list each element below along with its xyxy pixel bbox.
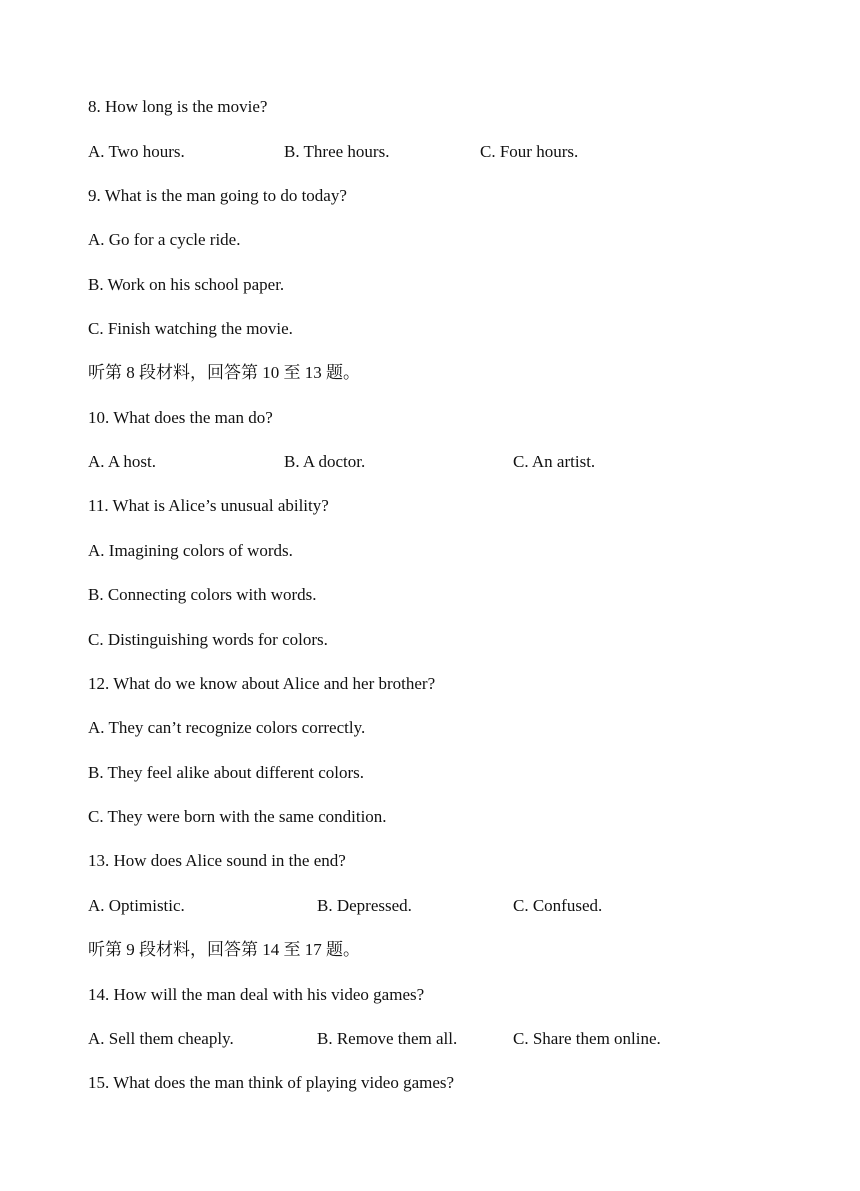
q11-option-b: B. Connecting colors with words. [88,585,317,604]
q12-option-c: C. They were born with the same condition. [88,807,387,826]
question-12: 12. What do we know about Alice and her brother? [88,674,436,693]
question-8: 8. How long is the movie? [88,97,268,116]
q9-option-c: C. Finish watching the movie. [88,319,293,338]
q12-option-a: A. They can’t recognize colors correctly. [88,718,366,737]
q11-option-c: C. Distinguishing words for colors. [88,630,328,649]
q12-option-b: B. They feel alike about different colors. [88,763,365,782]
q13-option-b: B. Depressed. [317,896,412,915]
q9-option-b: B. Work on his school paper. [88,275,285,294]
question-10: 10. What does the man do? [88,408,273,427]
question-15: 15. What does the man think of playing video games? [88,1073,455,1092]
q11-option-a: A. Imagining colors of words. [88,541,293,560]
q9-option-a: A. Go for a cycle ride. [88,230,241,249]
q14-option-a: A. Sell them cheaply. [88,1029,234,1048]
q13-option-c: C. Confused. [513,896,603,915]
q8-option-c: C. Four hours. [480,142,579,161]
section-instruction-9: 听第 9 段材料，回答第 14 至 17 题。 [88,940,360,959]
q10-option-a: A. A host. [88,452,157,471]
question-11: 11. What is Alice’s unusual ability? [88,496,329,515]
question-14: 14. How will the man deal with his video games? [88,985,425,1004]
question-13: 13. How does Alice sound in the end? [88,851,346,870]
question-9: 9. What is the man going to do today? [88,186,347,205]
q14-option-c: C. Share them online. [513,1029,661,1048]
q13-option-a: A. Optimistic. [88,896,185,915]
q8-option-b: B. Three hours. [284,142,390,161]
q14-option-b: B. Remove them all. [317,1029,458,1048]
section-instruction-8: 听第 8 段材料，回答第 10 至 13 题。 [88,363,360,382]
q8-option-a: A. Two hours. [88,142,185,161]
q10-option-c: C. An artist. [513,452,596,471]
q10-option-b: B. A doctor. [284,452,366,471]
